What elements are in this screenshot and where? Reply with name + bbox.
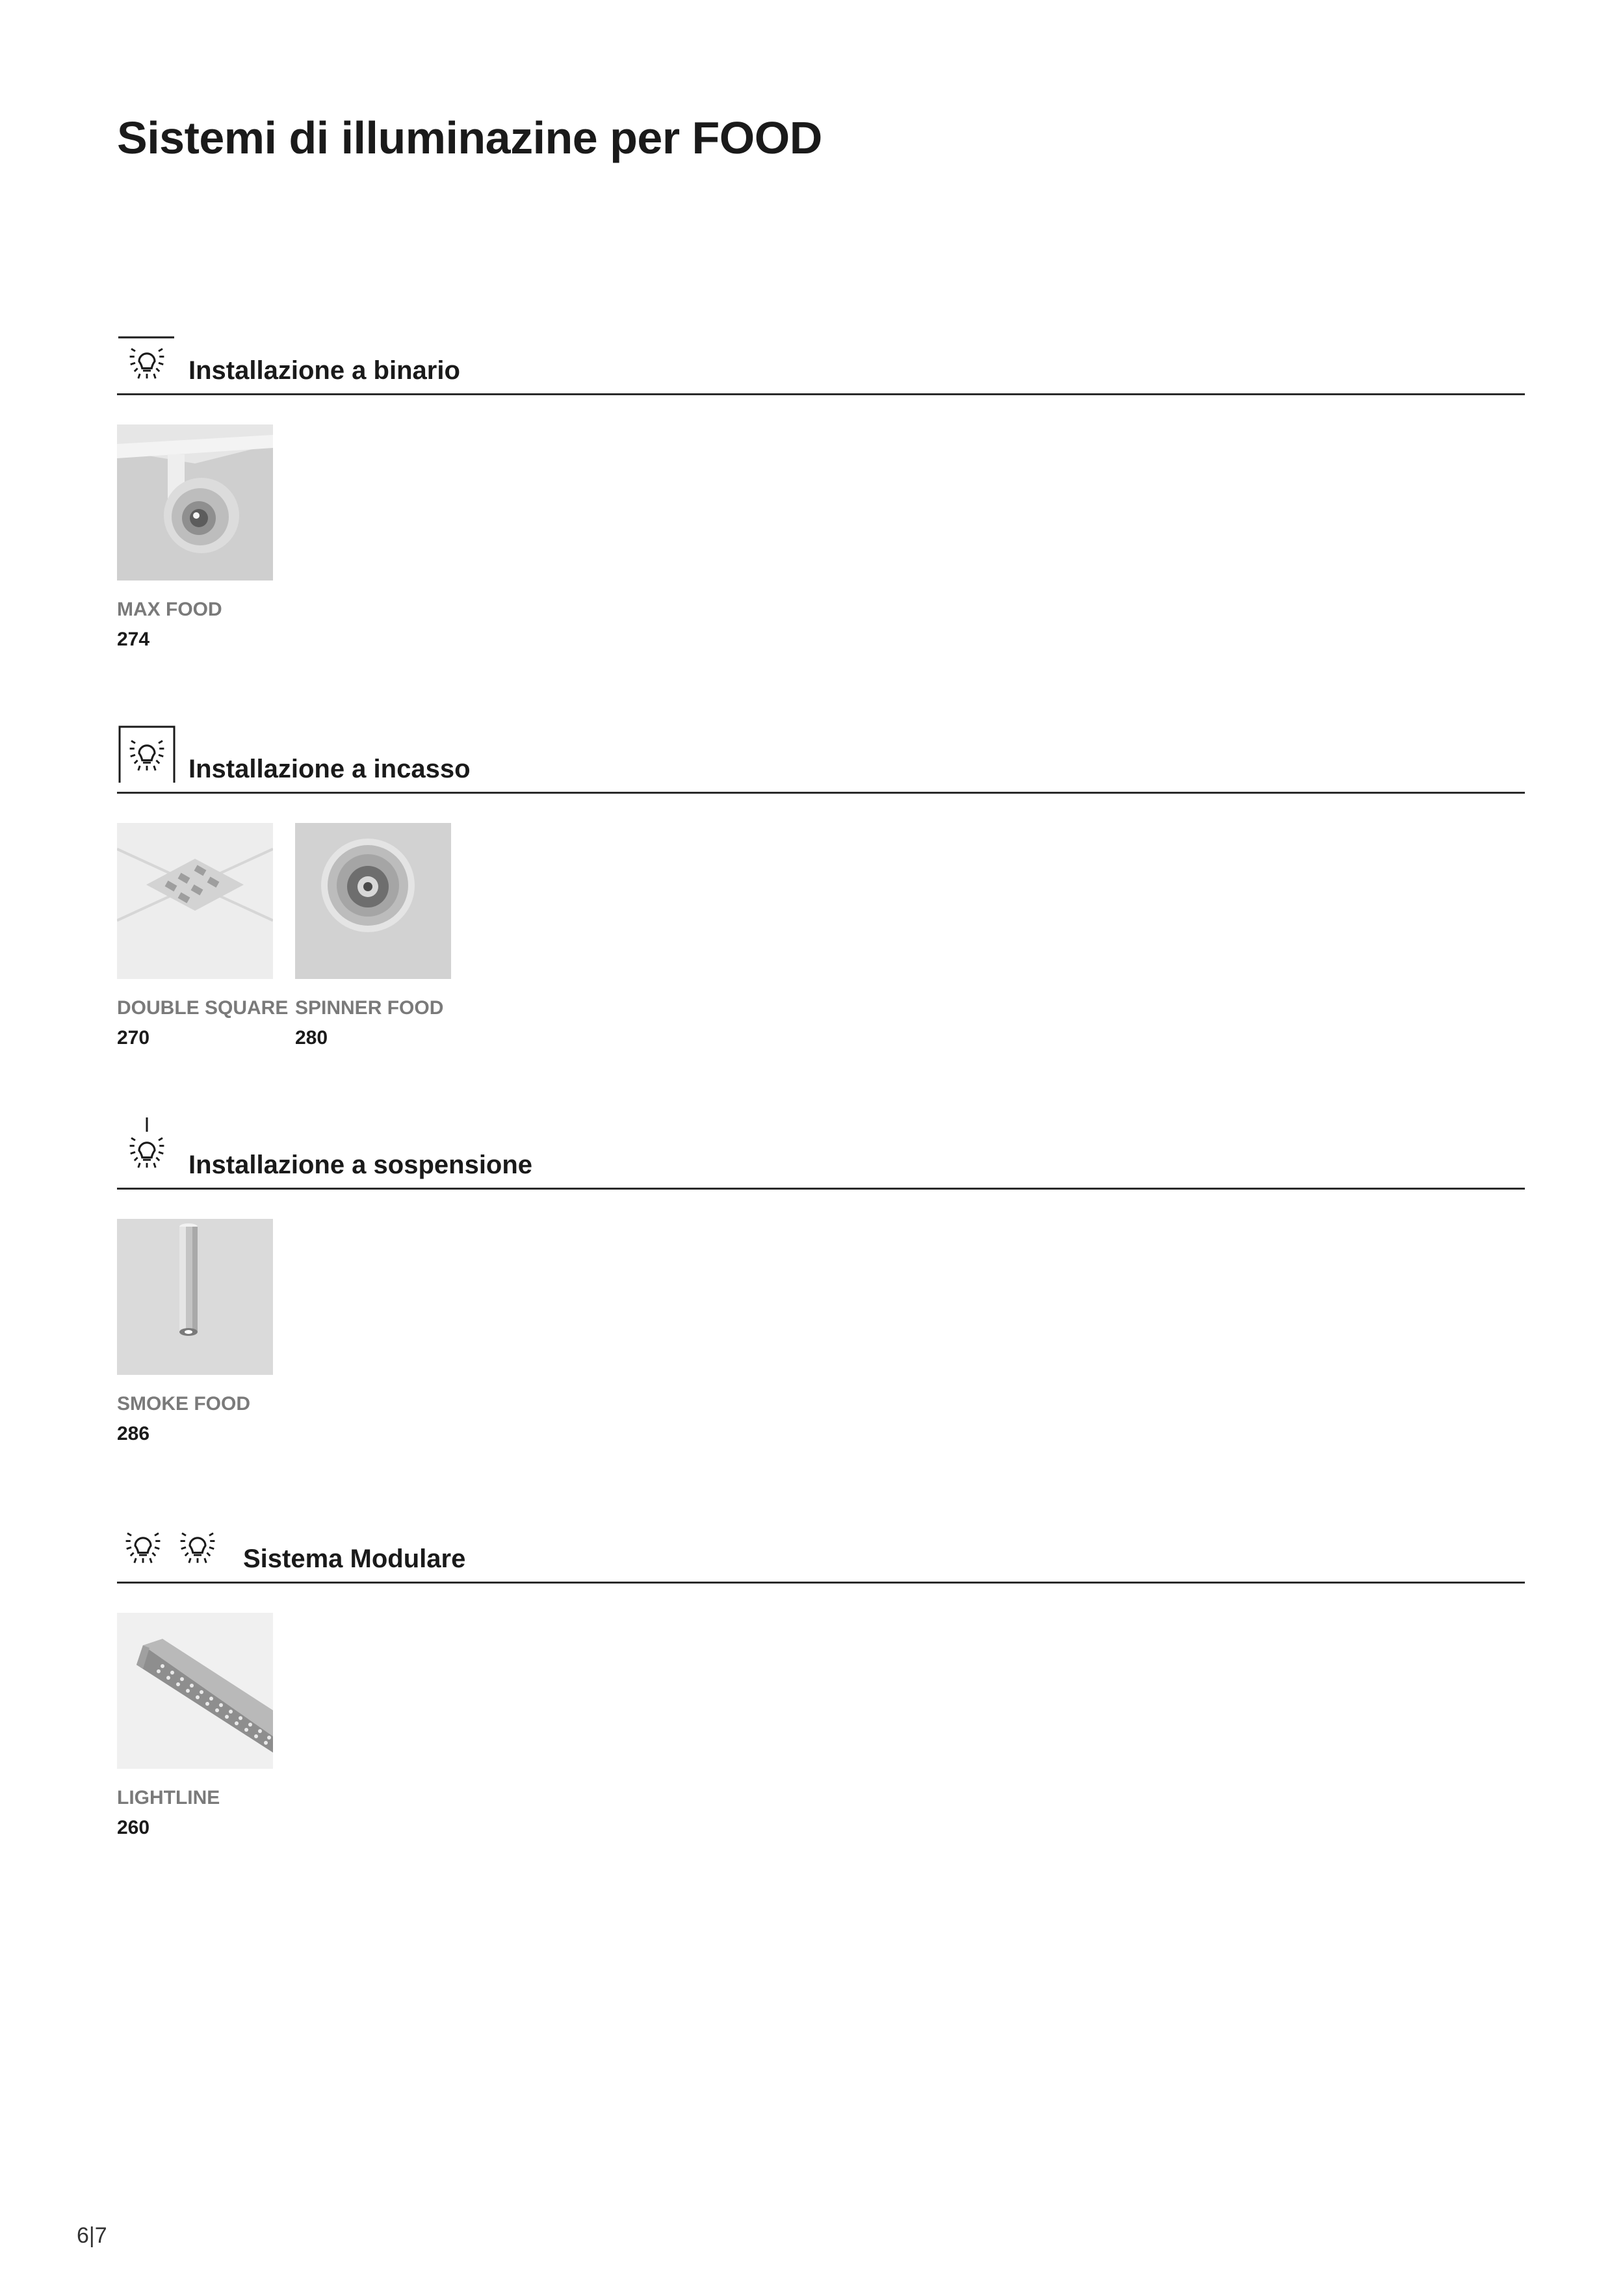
modular-light-icon: [117, 1522, 231, 1574]
product-card-lightline[interactable]: [117, 1613, 279, 1839]
product-card-smoke-food[interactable]: [117, 1219, 279, 1445]
product-name: MAX FOOD: [117, 599, 222, 620]
section-pendant: [117, 1123, 1525, 1479]
product-page: 274: [117, 629, 150, 650]
spinner-food-image: [295, 823, 451, 979]
section-label: Installazione a incasso: [188, 755, 471, 783]
product-page: 260: [117, 1817, 150, 1838]
page-title: Sistemi di illuminazine per FOOD: [117, 112, 822, 163]
recessed-light-icon: [117, 724, 179, 784]
smoke-food-image: [117, 1219, 273, 1375]
section-recessed: [117, 727, 1525, 1083]
section-label: Installazione a binario: [188, 356, 460, 385]
product-list: [117, 823, 1525, 1083]
product-name: SMOKE FOOD: [117, 1393, 251, 1415]
product-page: 280: [295, 1027, 328, 1049]
section-label: Installazione a sospensione: [188, 1151, 533, 1179]
page-number: 6|7: [77, 2223, 107, 2248]
product-card-double-square[interactable]: [117, 823, 289, 1049]
track-light-icon: [117, 333, 175, 385]
section-label: Sistema Modulare: [243, 1545, 466, 1573]
product-card-spinner-food[interactable]: [295, 823, 458, 1049]
max-food-image: [117, 424, 273, 581]
section-header: [117, 328, 1525, 395]
lightline-image: [117, 1613, 273, 1769]
section-header: [117, 1517, 1525, 1584]
double-square-image: [117, 823, 273, 979]
section-header: [117, 727, 1525, 794]
product-page: 270: [117, 1027, 150, 1049]
section-modular: [117, 1517, 1525, 1873]
product-card-max-food[interactable]: [117, 424, 279, 651]
product-list: [117, 1613, 1525, 1873]
product-name: DOUBLE SQUARE: [117, 997, 289, 1019]
pendant-light-icon: [117, 1117, 175, 1180]
product-name: SPINNER FOOD: [295, 997, 444, 1019]
section-header: [117, 1123, 1525, 1190]
product-list: [117, 1219, 1525, 1479]
product-page: 286: [117, 1423, 150, 1444]
section-track: [117, 328, 1525, 685]
product-list: [117, 424, 1525, 685]
product-name: LIGHTLINE: [117, 1787, 220, 1808]
